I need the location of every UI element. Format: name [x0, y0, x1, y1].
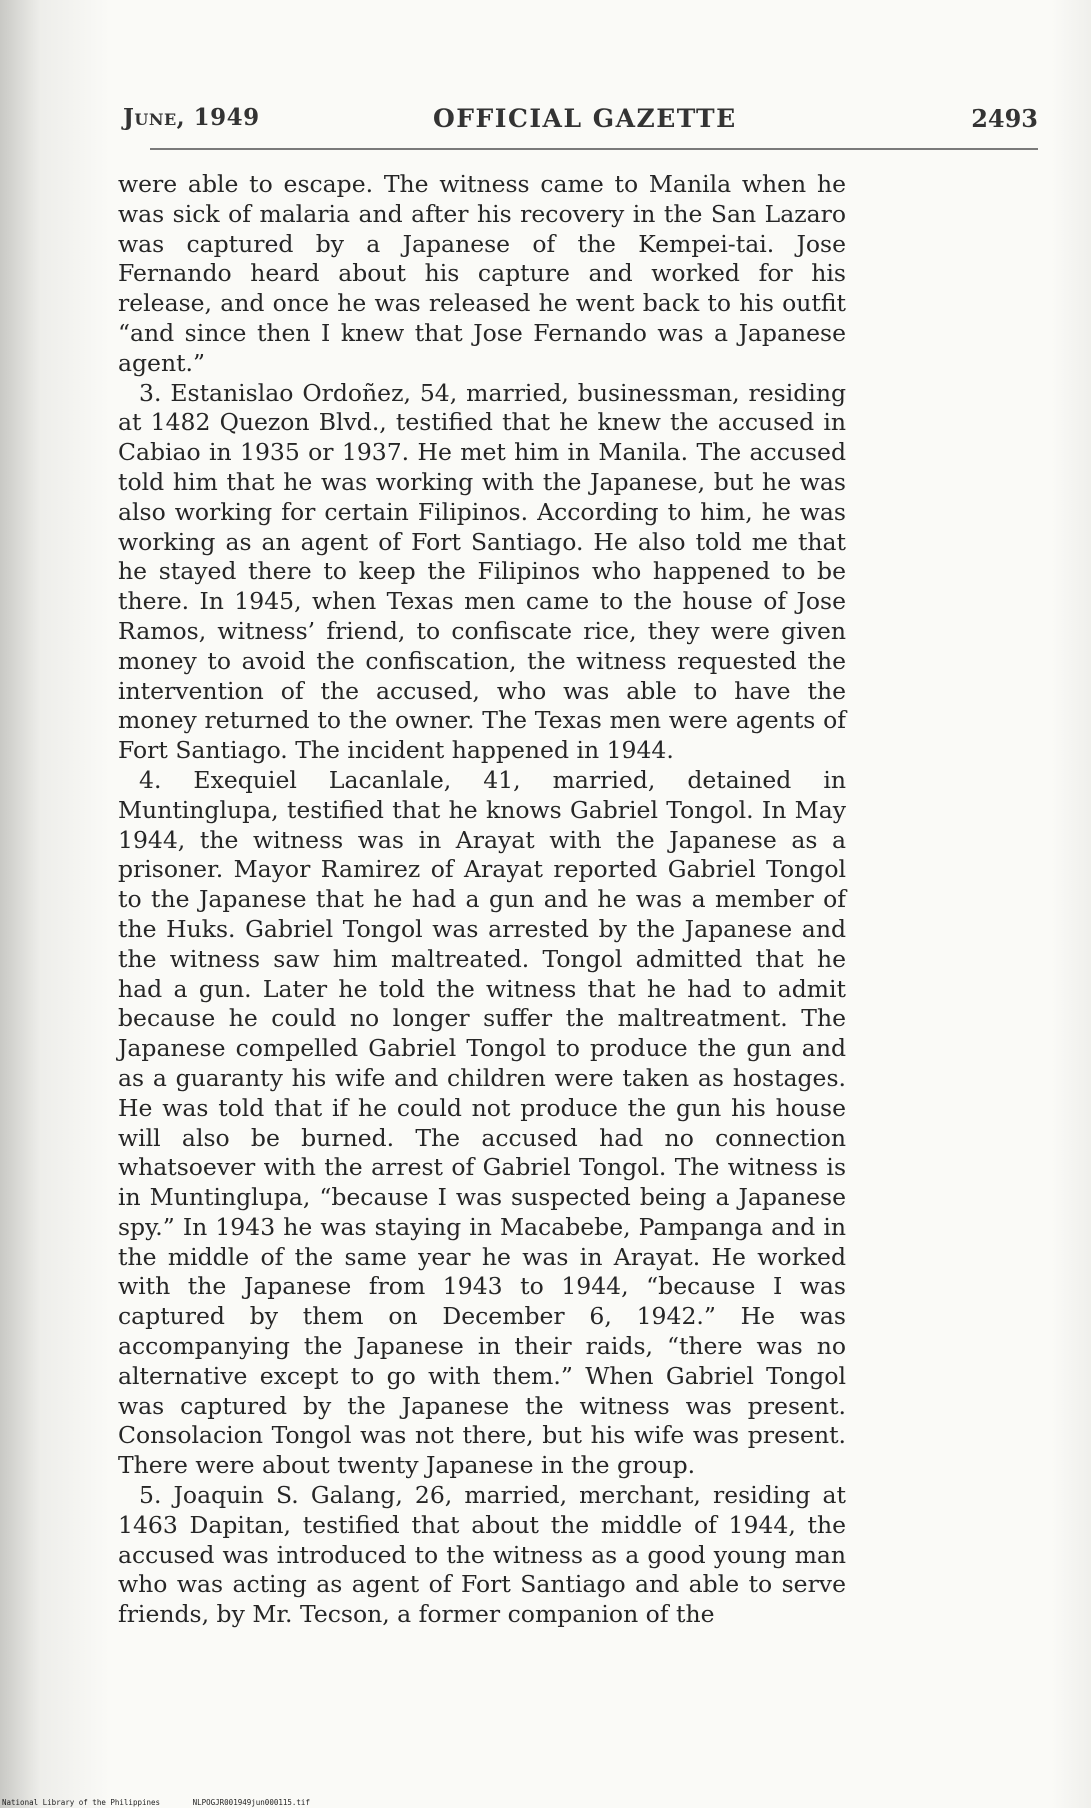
paragraph-witness-5: 5. Joaquin S. Galang, 26, married, merchant, residing at 1463 Dapitan, testified that about the middle of 1944, the accused was introduced to the witness as a good young man who was acting as agent of Fort Santiago and able to serve friends, by Mr. Tecson, a former companion of the — [118, 1481, 846, 1629]
footer-filename: NLPOGJR001949jun000115.tif — [192, 1798, 310, 1807]
scan-footer — [2, 1798, 338, 1807]
body-text — [118, 170, 846, 1630]
publication-title: OFFICIAL GAZETTE — [433, 104, 737, 133]
paragraph-witness-4: 4. Exequiel Lacanlale, 41, married, detained in Muntinglupa, testified that he knows Gabriel Tongol. In May 1944, the witness was in Arayat with the Japanese as a prisoner. Mayor Ramirez of Arayat reported Gabriel Tongol to the Japanese that he had a gun and he was a member of the Huks. Gabriel Tongol was arrested by the Japanese and the witness saw him maltreated. Tongol admitted that he had a gun. Later he told the witness that he had to admit because he could no longer suffer the maltreatment. The Japanese compelled Gabriel Tongol to produce the gun and as a guaranty his wife and children were taken as hostages. He was told that if he could not produce the gun his house will also be burned. The accused had no connection whatsoever with the arrest of Gabriel Tongol. The witness is in Muntinglupa, “because I was suspected being a Japanese spy.” In 1943 he was staying in Macabebe, Pampanga and in the middle of the same year he was in Arayat. He worked with the Japanese from 1943 to 1944, “because I was captured by them on December 6, 1942.” He was accompanying the Japanese in their raids, “there was no alternative except to go with them.” When Gabriel Tongol was captured by the Japanese the witness was present. Consolacion Tongol was not there, but his wife was present. There were about twenty Japanese in the group. — [118, 765, 846, 1480]
paragraph-witness-3: 3. Estanislao Ordoñez, 54, married, businessman, residing at 1482 Quezon Blvd., testified that he knew the accused in Cabiao in 1935 or 1937. He met him in Manila. The accused told him that he was working with the Japanese, but he was also working for certain Filipinos. According to him, he was working as an agent of Fort Santiago. He also told me that he stayed there to keep the Filipinos who happened to be there. In 1945, when Texas men came to the house of Jose Ramos, witness’ friend, to confiscate rice, they were given money to avoid the confiscation, the witness requested the intervention of the accused, who was able to have the money returned to the owner. The Texas men were agents of Fort Santiago. The incident happened in 1944. — [118, 378, 846, 765]
header-rule — [150, 148, 1038, 150]
header-date: June, 1949 — [123, 104, 260, 131]
page-header — [123, 104, 1038, 144]
paragraph-continuation: were able to escape. The witness came to Manila when he was sick of malaria and after his recovery in the San Lazaro was captured by a Japanese of the Kempei-tai. Jose Fernando heard about his capture and worked for his release, and once he was released he went back to his outfit “and since then I knew that Jose Fernando was a Japanese agent.” — [118, 170, 846, 377]
page-number: 2493 — [971, 104, 1038, 133]
footer-source: National Library of the Philippines — [2, 1798, 161, 1807]
